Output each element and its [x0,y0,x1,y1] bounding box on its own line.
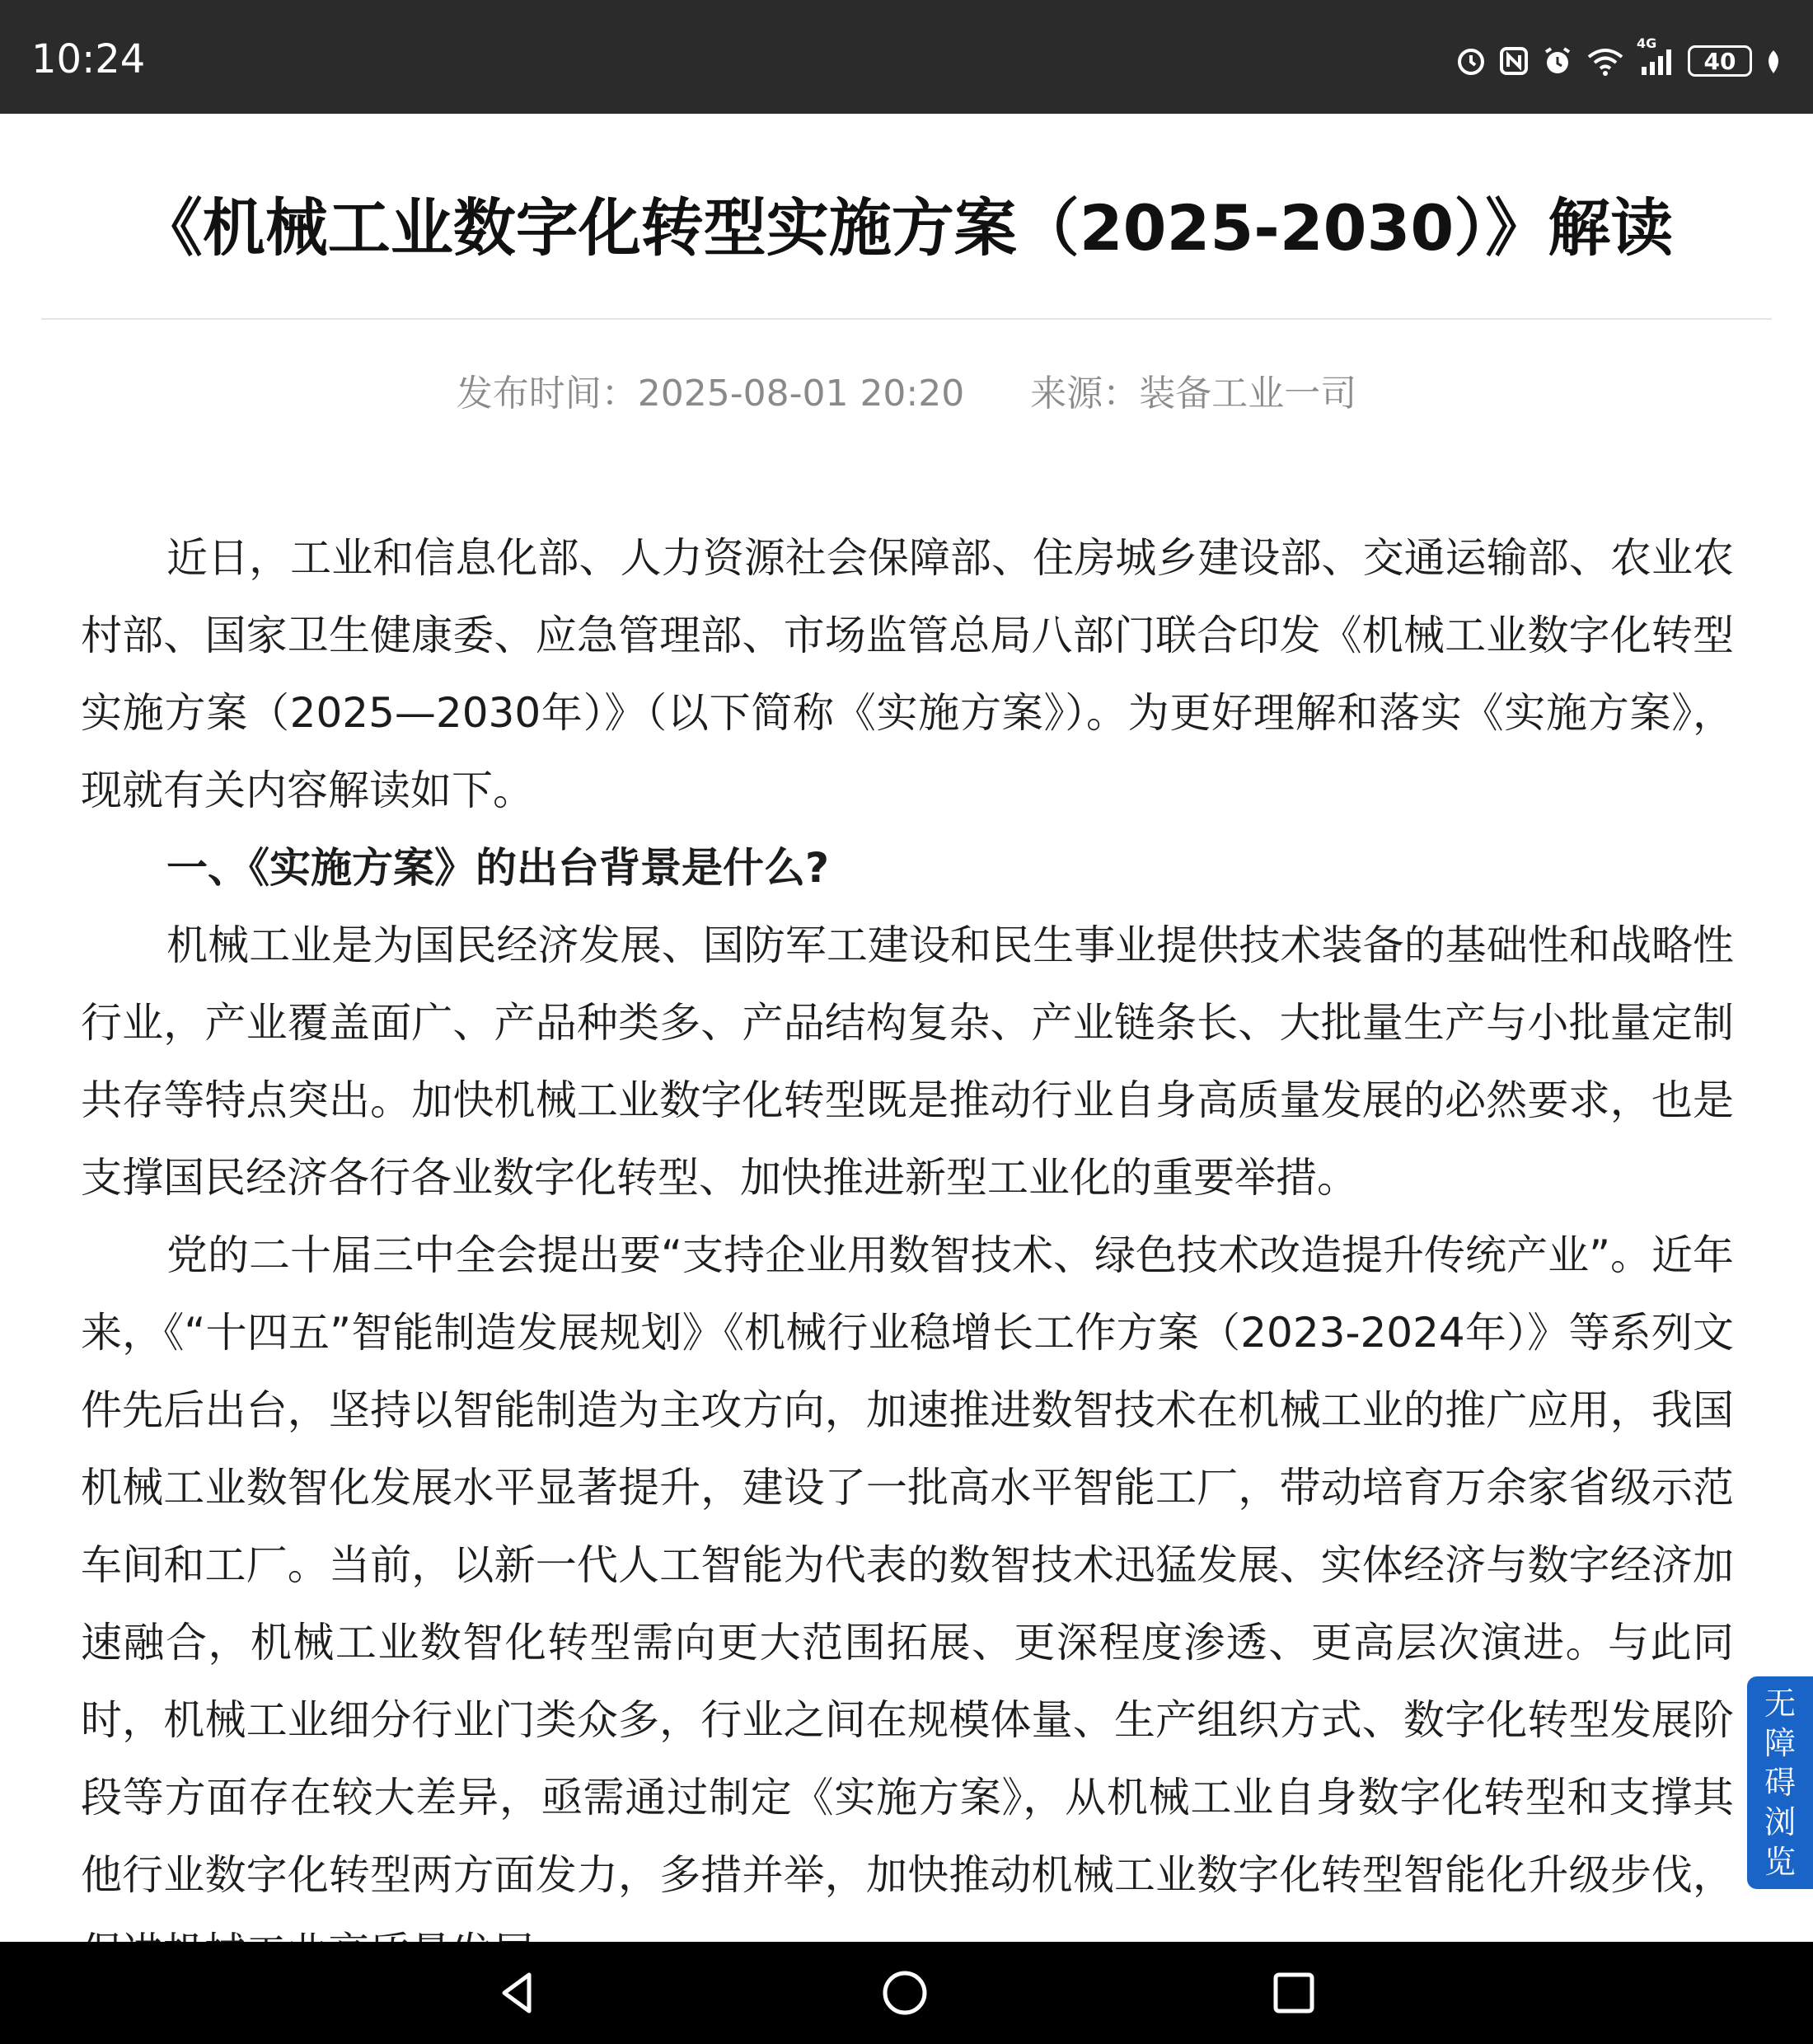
status-time: 10:24 [31,36,146,82]
article-source: 来源：装备工业一司 [1030,373,1357,415]
section-heading: 一、《实施方案》的出台背景是什么? [166,844,830,892]
home-icon[interactable] [880,1968,930,2018]
recent-apps-icon[interactable] [1269,1968,1319,2018]
do-not-disturb-icon [1541,45,1574,77]
status-icons [1455,35,1783,79]
paragraph: 党的二十届三中全会提出要“支持企业用数智技术、绿色技术改造提升传统产业”。近年来，《“十四五”智能制造发展规划》《机械行业稳增长工作方案（2023-2024年）》等系列文件先后出台，坚持以智能制造为主攻方向，加速推进数智技术在机械工业的推广应用，我国机械工业数智化发展水平显著提升，建设了一批高水平智能工厂，带动培育万余家省级示范车间和工厂。当前，以新一代人工智能为代表的数智技术迅猛发展、实体经济与数字经济加速融合，机械工业数智化转型需向更大范围拓展、更深程度渗透、更高层次演进。与此同时，机械工业细分行业门类众多，行业之间在规模体量、生产组织方式、数字化转型发展阶段等方面存在较大差异，亟需通过制定《实施方案》，从机械工业自身数字化转型和支撑其他行业数字化转型两方面发力，多措并举，加快推动机械工业数字化转型智能化升级步伐， [81,1231,1734,1899]
a11y-char: 览 [1764,1844,1796,1880]
paragraph: 近日，工业和信息化部、人力资源社会保障部、住房城乡建设部、交通运输部、农业农村部、国家卫生健康委、应急管理部、市场监管总局八部门联合印发《机械工业数字化转型实施方案（2025—2030年）》（以下简称《实施方案》）。为更好理解和落实《实施方案》，现就有关内容解读如下。 [81,534,1734,814]
a11y-char: 无 [1764,1685,1796,1722]
a11y-char: 浏 [1764,1804,1796,1840]
publish-time: 发布时间：2025-08-01 20:20 [456,373,965,415]
article-title: 《机械工业数字化转型实施方案（2025-2030）》解读 [139,191,1674,265]
leaf-icon [1764,45,1783,77]
a11y-char: 碍 [1764,1765,1796,1801]
battery-icon [1688,45,1752,77]
title-divider [41,318,1772,320]
article-meta [0,369,1813,419]
battery-level: 40 [1703,47,1736,75]
navigation-bar [0,1942,1813,2044]
article-body [81,519,1734,1991]
wifi-icon [1586,45,1625,77]
accessibility-browse-button[interactable] [1747,1676,1813,1889]
back-icon[interactable] [493,1968,542,2018]
paragraph: 机械工业是为国民经济发展、国防军工建设和民生事业提供技术装备的基础性和战略性行业，产业覆盖面广、产品种类多、产品结构复杂、产业链条长、大批量生产与小批量定制共存等特点突出。加快机械工业数字化转型既是推动行业自身高质量发展的必然要求，也是支撑国民经济各行各业数字化转型、加快推进新型工业化的重要举措。 [81,921,1734,1202]
alarm-clock-icon [1455,45,1487,77]
network-badge: 4G [1637,35,1657,51]
status-bar [0,0,1813,114]
a11y-char: 障 [1764,1725,1796,1761]
nfc-icon [1498,45,1530,77]
